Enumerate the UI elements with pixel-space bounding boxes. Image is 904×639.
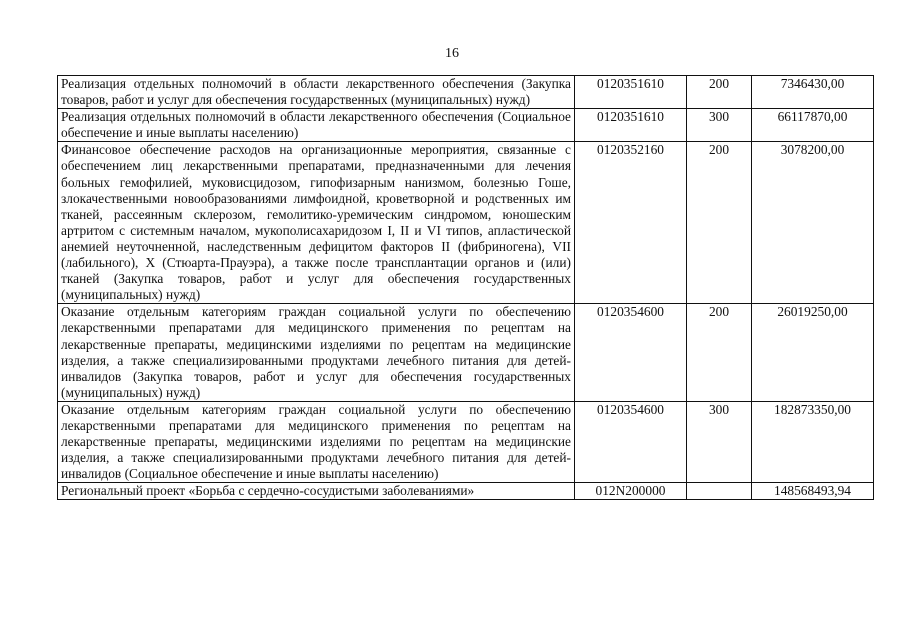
row-code: 0120352160 [575, 142, 687, 304]
row-code: 0120351610 [575, 109, 687, 142]
row-description: Региональный проект «Борьба с сердечно-сосудистыми заболеваниями» [58, 483, 575, 500]
row-code: 0120354600 [575, 401, 687, 482]
row-description: Оказание отдельным категориям граждан социальной услуги по обеспечению лекарственными препаратами для медицинского применения по рецептам на лекарственные препараты, медицинскими изделиями по рецептам на медицинские изделия, а также специализированными продуктами лечебного питания для детей-инвалидов (Социальное обеспечение и иные выплаты населению) [58, 401, 575, 482]
table-row [58, 483, 874, 500]
row-code: 0120351610 [575, 76, 687, 109]
row-code: 0120354600 [575, 304, 687, 402]
row-amount: 66117870,00 [752, 109, 874, 142]
row-description: Реализация отдельных полномочий в области лекарственного обеспечения (Социальное обеспечение и иные выплаты населению) [58, 109, 575, 142]
row-type: 200 [687, 304, 752, 402]
budget-table [57, 75, 874, 500]
row-amount: 7346430,00 [752, 76, 874, 109]
row-description: Реализация отдельных полномочий в области лекарственного обеспечения (Закупка товаров, работ и услуг для обеспечения государственных (муниципальных) нужд) [58, 76, 575, 109]
row-description: Финансовое обеспечение расходов на организационные мероприятия, связанные с обеспечением лиц лекарственными препаратами, предназначенными для лечения больных гемофилией, муковисцидозом, гипофизарным нанизмом, болезнью Гоше, злокачественными новообразованиями лимфоидной, кроветворной и родственных им тканей, рассеянным склерозом, гемолитико-уремическим синдромом, юношеским артритом с системным началом, мукополисахаридозом I, II и VI типов, апластической анемией неуточненной, наследственным дефицитом факторов II (фибриногена), VII (лабильного), X (Стюарта-Прауэра), а также после трансплантации органов и (или) тканей (Закупка товаров, работ и услуг для обеспечения государственных (муниципальных) нужд) [58, 142, 575, 304]
row-type: 300 [687, 401, 752, 482]
table-row [58, 142, 874, 304]
page-number: 16 [445, 46, 459, 61]
table-row [58, 304, 874, 402]
table-row [58, 109, 874, 142]
row-description: Оказание отдельным категориям граждан социальной услуги по обеспечению лекарственными препаратами для медицинского применения по рецептам на лекарственные препараты, медицинскими изделиями по рецептам на медицинские изделия, а также специализированными продуктами лечебного питания для детей-инвалидов (Закупка товаров, работ и услуг для обеспечения государственных (муниципальных) нужд) [58, 304, 575, 402]
row-amount: 148568493,94 [752, 483, 874, 500]
row-code: 012N200000 [575, 483, 687, 500]
row-amount: 182873350,00 [752, 401, 874, 482]
row-type: 200 [687, 76, 752, 109]
row-type [687, 483, 752, 500]
row-type: 300 [687, 109, 752, 142]
table-row [58, 401, 874, 482]
row-amount: 26019250,00 [752, 304, 874, 402]
table-row [58, 76, 874, 109]
row-type: 200 [687, 142, 752, 304]
row-amount: 3078200,00 [752, 142, 874, 304]
